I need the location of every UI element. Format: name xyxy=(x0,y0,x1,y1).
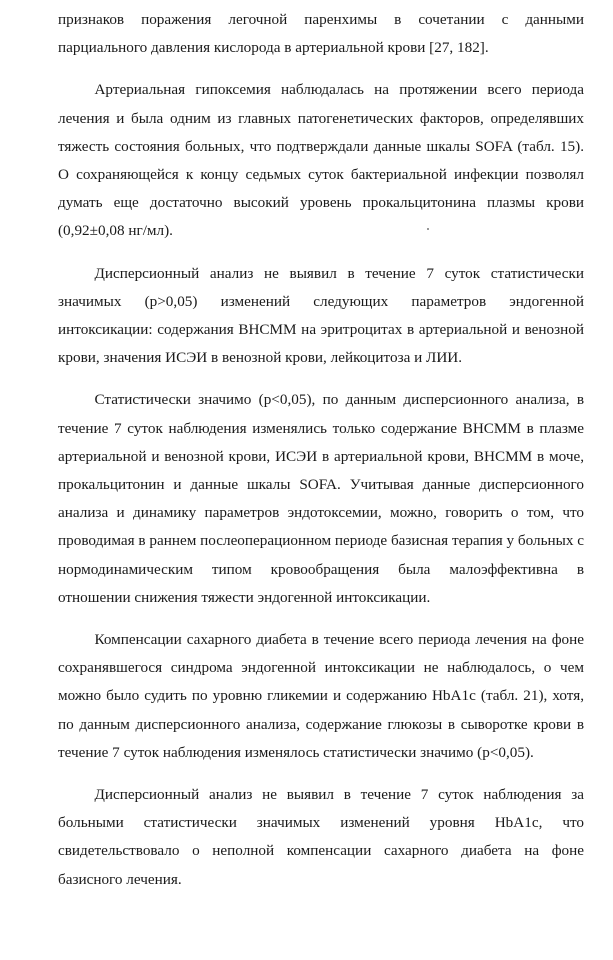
paragraph-hba1c: Дисперсионный анализ не выявил в течение 7 суток наблюдения за больными статистически значимых изменений уровня HbA1c, что свидетельствовало о неполной компенсации сахарного диабета на фоне базисного лечения. xyxy=(58,786,584,888)
paragraph-continuation: признаков поражения легочной паренхимы в сочетании с данными парциального давления кислорода в артериальной крови [27, 182]. xyxy=(58,11,584,57)
paragraph-hypoxemia: Артериальная гипоксемия наблюдалась на протяжении всего периода лечения и была одним из главных патогенетических факторов, определявших тяжесть состояния больных, что подтверждали данные шкалы SOFA (табл. 15). О сохраняющейся к концу седьмых суток бактериальной инфекции позволял думать еще достаточно высокий уровень прокальцитонина плазмы крови (0,92±0,08 нг/мл). xyxy=(58,81,584,240)
paragraph-dispersion-significant: Статистически значимо (р<0,05), по данным дисперсионного анализа, в течение 7 суток наблюдения изменялись только содержание ВНСММ в плазме артериальной и венозной крови, ИСЭИ в артериальной крови, ВНСММ в моче, прокальцитонин и данные шкалы SOFA. Учитывая данные дисперсионного анализа и динамику параметров эндотоксемии, можно, говорить о том, что проводимая в раннем послеоперационном периоде базисная терапия у больных с нормодинамическим типом кровообращения была малоэффективна в отношении снижения тяжести эндогенной интоксикации. xyxy=(58,391,584,606)
scan-speck xyxy=(427,228,429,230)
paragraph-dispersion-nonsignificant: Дисперсионный анализ не выявил в течение 7 суток статистически значимых (р>0,05) изменений следующих параметров эндогенной интоксикации: содержания ВНСММ на эритроцитах в артериальной и венозной крови, значения ИСЭИ в венозной крови, лейкоцитоза и ЛИИ. xyxy=(58,264,584,367)
paragraph-diabetes-compensation: Компенсации сахарного диабета в течение всего периода лечения на фоне сохранявшегося синдрома эндогенной интоксикации не наблюдалось, о чем можно было судить по уровню гликемии и содержанию HbA1c (табл. 21), хотя, по данным дисперсионного анализа, содержание глюкозы в сыворотке крови в течение 7 суток наблюдения изменялось статистически значимо (р<0,05). xyxy=(58,631,584,761)
body-text xyxy=(58,6,584,894)
